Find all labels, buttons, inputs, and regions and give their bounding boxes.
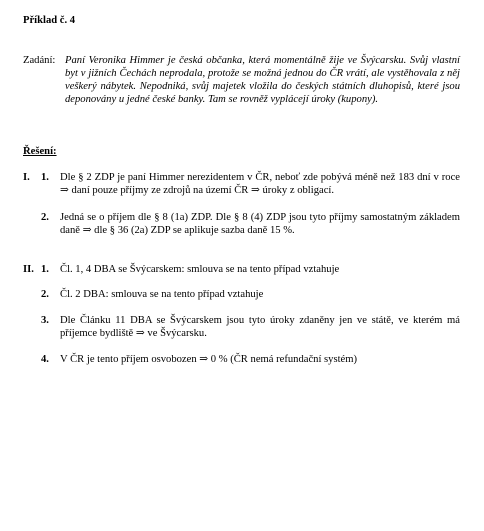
- section-2-item-1-text: Čl. 1, 4 DBA se Švýcarskem: smlouva se na tento případ vztahuje: [60, 264, 340, 275]
- section-2-item-3-num: 3.: [41, 315, 49, 326]
- section-2-item-1-num: 1.: [41, 264, 49, 275]
- section-2-item-4-text: V ČR je tento příjem osvobozen ⇒ 0 % (ČR nemá refundační systém): [60, 354, 358, 365]
- section-1-roman: I.: [23, 172, 30, 183]
- assignment-label: Zadání:: [23, 55, 56, 66]
- section-1-item-2-text: Jedná se o příjem dle § 8 (1a) ZDP. Dle § 8 (4) ZDP jsou tyto příjmy samostatným základem daně ⇒ dle § 36 (2a) ZDP se aplikuje sazba daně 15 %.: [60, 212, 460, 236]
- section-1-item-1-text: Dle § 2 ZDP je paní Himmer nerezidentem v ČR, neboť zde pobývá méně než 183 dní v roce ⇒ daní pouze příjmy ze zdrojů na území ČR ⇒ úroky z obligací.: [60, 172, 460, 196]
- assignment-text: Paní Veronika Himmer je česká občanka, která momentálně žije ve Švýcarsku. Svůj vlastní byt v jižních Čechách neprodala, protože se možná jednou do ČR vrátí, ale vystěhovala z něj veškerý nábytek. Nepodniká, svůj majetek vložila do českých státních dluhopisů, které jsou deponovány u jedné české banky. Tam se rovněž vyplácejí úroky (kupony).: [65, 55, 460, 105]
- section-2-item-2-num: 2.: [41, 289, 49, 300]
- section-1-item-1-num: 1.: [41, 172, 49, 183]
- section-1-item-2-num: 2.: [41, 212, 49, 223]
- section-2-item-2-text: Čl. 2 DBA: smlouva se na tento případ vztahuje: [60, 289, 264, 300]
- section-2-item-4-num: 4.: [41, 354, 49, 365]
- section-2-item-3-text: Dle Článku 11 DBA se Švýcarskem jsou tyto úroky zdaněny jen ve státě, ve kterém má příjemce bydliště ⇒ ve Švýcarsku.: [60, 315, 460, 339]
- example-title: Příklad č. 4: [23, 15, 76, 26]
- solution-heading: Řešení:: [23, 146, 57, 157]
- section-2-roman: II.: [23, 264, 34, 275]
